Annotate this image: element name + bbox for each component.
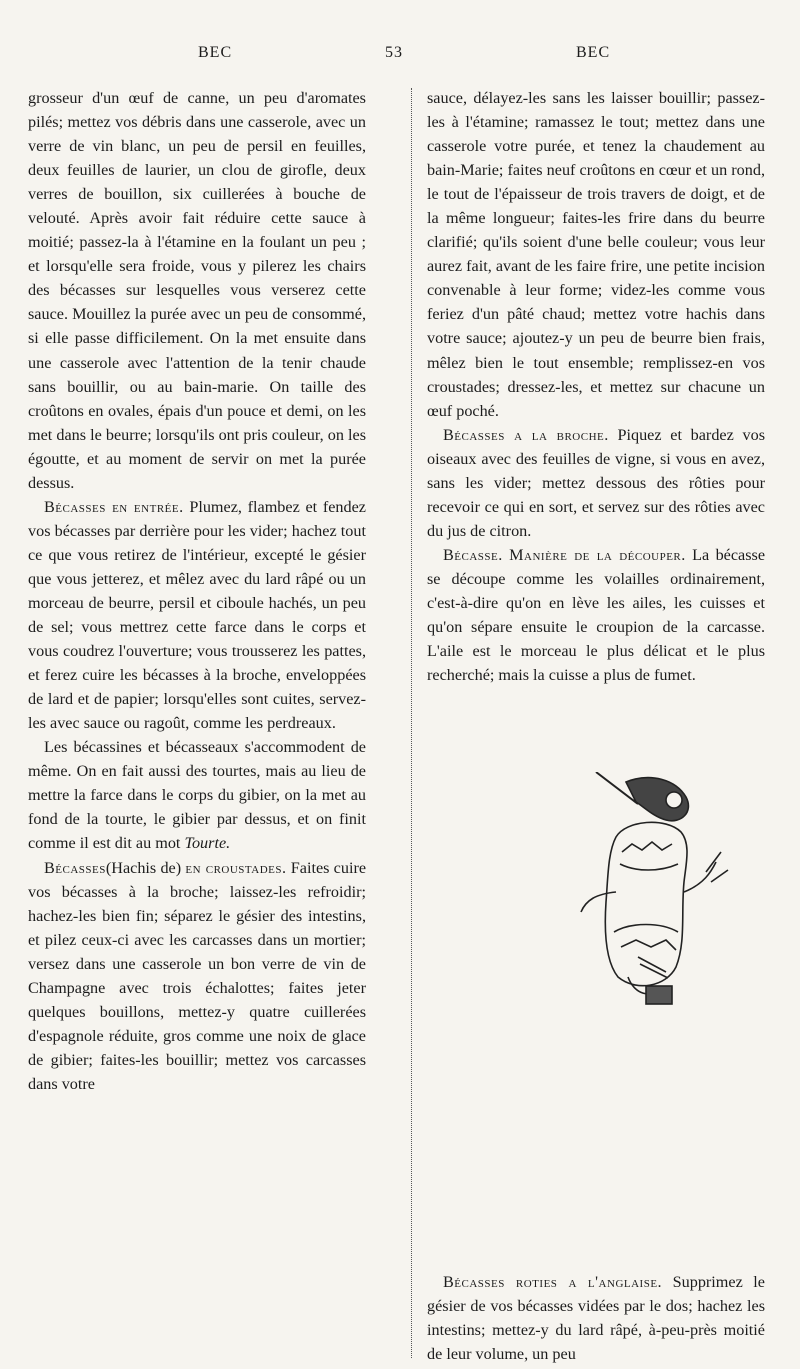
entry-text: Faites cuire vos bécasses à la broche; laissez-les refroidir; hachez-les bien fin; séparez le gésier des intestins, et pilez ceux-ci avec les carcasses dans un mortier; versez dans une casserole un bon verre de vin de Champagne avec trois échalottes; faites jeter quelques bouillons, mettez-y quatre cuillerées d'espagnole réduite, gros comme une noix de glace de gibier; faites-les bouillir; mettez vos carcasses dans votre [28,858,367,1093]
entry-heading: Manière de la découper. [509,545,686,564]
paragraph [28,735,366,855]
paragraph [28,856,366,1096]
left-column [28,86,366,1096]
page-number: 53 [385,44,403,61]
column-divider [411,88,412,1358]
paragraph: grosseur d'un œuf de canne, un peu d'aromates pilés; mettez vos débris dans une casserole, avec un verre de vin blanc, un peu de persil en feuilles, deux feuilles de laurier, un clou de girofle, deux verres de bouillon, six cuillerées à bouche de velouté. Après avoir fait réduire cette sauce à moitié; passez-la à l'étamine en la foulant un peu ; et lorsqu'elle sera froide, vous y pilerez les chairs des bécasses sur lesquelles vous verserez cette sauce. Mouillez la purée avec un peu de consommé, si elle passe difficilement. On la met ensuite dans une casserole avec l'attention de la tenir chaude sans bouillir, ou au bain-marie. On taille des croûtons en ovales, épais d'un pouce et demi, on les met dans le beurre; lorsqu'ils ont pris couleur, on les égoutte, et au moment de servir on met la purée dessus. [28,89,366,492]
entry-text: Piquez et bardez vos oiseaux avec des feuilles de vigne, si vous en avez, sans les vider; mettez dessous des rôties pour recevoir ce qui en sort, et servez sur des rôties avec du jus de citron. [427,425,765,540]
header-right: BEC [576,44,611,61]
entry-heading: en croustades. [185,858,287,877]
entry-text: Plumez, flambez et fendez vos bécasses par derrière pour les vider; hachez tout ce que vous retirez de l'intérieur, excepté le gésier que vous jetterez, et mêlez avec du lard râpé ou un morceau de beurre, persil et ciboule hachés, un peu de sel; vous mettrez cette farce dans le corps et vous coudrez l'ouverture; vous trousserez les pattes, et ferez cuire les bécasses à la broche, enveloppées de lard et de papier; lorsqu'elles sont cuites, servez-les avec sauce ou ragoût, comme les perdreaux. [28,497,366,733]
entry-text: Les bécassines et bécasseaux s'accommodent de même. On en fait aussi des tourtes, mais au lieu de mettre la farce dans le corps du gibier, on la met au fond de la tourte, le gibier par dessus, et on finit comme il est dit au mot [28,738,366,853]
right-column [427,86,765,687]
entry-heading: Bécasses roties a l'anglaise. [443,1273,663,1291]
entry-text: La bécasse se découpe comme les volailles ordinairement, c'est-à-dire qu'on en lève les ailes, les cuisses et qu'on sépare ensuite le croupion de la carcasse. L'aile est le morceau le plus délicat et le plus recherché; mais la cuisse a plus de fumet. [427,545,766,685]
entry-text: Supprimez le gésier de vos bécasses vidées par le dos; hachez les intestins; mettez-y du lard râpé, à-peu-près moitié de leur volume, un peu [427,1273,765,1364]
paragraph [427,543,765,687]
header-left: BEC [198,44,233,61]
running-header [0,44,800,68]
entry-heading: Bécasses a la broche. [443,425,609,444]
cross-reference: Tourte. [184,834,231,853]
entry-heading-sub: (Hachis de) [105,858,182,877]
paragraph [28,495,366,735]
right-column-bottom [427,1270,765,1366]
woodcock-carving-illustration [556,772,736,1012]
entry-heading: Bécasses en entrée. [44,497,184,516]
paragraph: sauce, délayez-les sans les laisser bouillir; passez-les à l'étamine; ramassez le tout; mettez dans une casserole votre purée, et tenez la chaudement au bain-Marie; faites neuf croûtons en cœur et un rond, le tout de l'épaisseur de trois travers de doigt, et de la même longueur; faites-les frire dans du beurre clarifié; qu'ils soient d'une belle couleur; vous leur aurez fait, avant de les faire frire, une petite incision convenable à leur forme; videz-les comme vous feriez d'un pâté chaud; mettez votre hachis dans votre sauce; ajoutez-y un peu de beurre bien frais, mêlez bien le tout ensemble; remplissez-en vos croustades; dressez-les, et mettez sur chacune un œuf poché. [427,89,765,420]
paragraph [427,423,765,543]
entry-heading: Bécasses [44,858,106,877]
paragraph [427,1270,765,1366]
entry-heading: Bécasse. [443,545,503,564]
